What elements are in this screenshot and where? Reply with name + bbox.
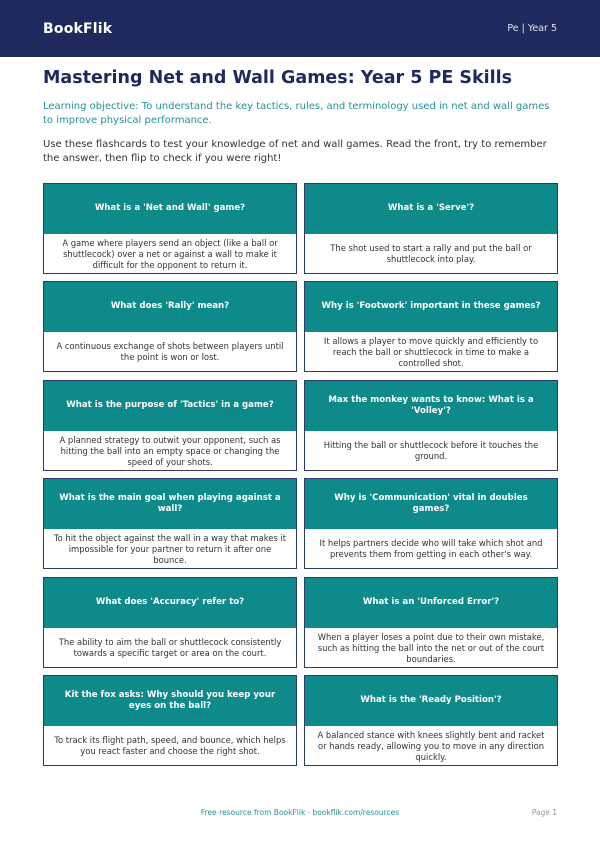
flashcard-answer: A planned strategy to outwit your opponent, such as hitting the ball into an empty space or changing the speed of your shots. xyxy=(59,434,281,467)
flashcard[interactable] xyxy=(304,183,558,274)
flashcard-question: What is a 'Serve'? xyxy=(305,184,557,234)
flashcard-question: Kit the fox asks: Why should you keep your eyes on the ball? xyxy=(44,676,296,726)
flashcard-answer: The shot used to start a rally and put the ball or shuttlecock into play. xyxy=(330,243,532,264)
flashcard-answer: A continuous exchange of shots between players until the point is won or lost. xyxy=(56,341,284,362)
flashcard[interactable] xyxy=(304,281,558,372)
breadcrumb: Pe | Year 5 xyxy=(507,23,557,34)
page-title: Mastering Net and Wall Games: Year 5 PE Skills xyxy=(43,68,513,88)
flashcard-question: What is the 'Ready Position'? xyxy=(305,676,557,726)
top-bar xyxy=(0,0,600,57)
flashcard-answer: To hit the object against the wall in a way that makes it impossible for your partner to return it after one bounce. xyxy=(53,532,287,565)
flashcard[interactable] xyxy=(43,380,297,471)
brand-logo[interactable]: BookFlik xyxy=(43,20,113,37)
flashcard-answer: Hitting the ball or shuttlecock before it touches the ground. xyxy=(323,440,539,461)
flashcard[interactable] xyxy=(43,281,297,372)
flashcard[interactable] xyxy=(43,675,297,766)
intro-text: Use these flashcards to test your knowledge of net and wall games. Read the front, try to remember the answer, then flip to check if you were right! xyxy=(43,139,547,164)
flashcard[interactable] xyxy=(43,577,297,668)
flashcard-question: What is a 'Net and Wall' game? xyxy=(44,184,296,234)
flashcard[interactable] xyxy=(304,478,558,569)
flashcard-question: Why is 'Communication' vital in doubles games? xyxy=(305,479,557,529)
flashcard-answer: A balanced stance with knees slightly bent and racket or hands ready, allowing you to move in any direction quickly. xyxy=(317,729,545,762)
flashcard-question: What is the main goal when playing against a wall? xyxy=(44,479,296,529)
flashcard-answer: A game where players send an object (like a ball or shuttlecock) over a net or against a wall to make it difficult for the opponent to return it. xyxy=(62,237,278,270)
flashcard[interactable] xyxy=(43,478,297,569)
footer-link[interactable]: Free resource from BookFlik · bookflik.com/resources xyxy=(200,808,400,817)
flashcard[interactable] xyxy=(304,380,558,471)
flashcard-question: What is the purpose of 'Tactics' in a game? xyxy=(44,381,296,431)
flashcard-question: Max the monkey wants to know: What is a 'Volley'? xyxy=(305,381,557,431)
flashcard-question: Why is 'Footwork' important in these games? xyxy=(305,282,557,332)
learning-objective: Learning objective: To understand the key tactics, rules, and terminology used in net and wall games to improve physical performance. xyxy=(43,101,550,126)
flashcard-answer: To track its flight path, speed, and bounce, which helps you react faster and choose the right shot. xyxy=(54,735,286,756)
flashcard-question: What is an 'Unforced Error'? xyxy=(305,578,557,628)
flashcard-question: What does 'Rally' mean? xyxy=(44,282,296,332)
flashcard-answer: The ability to aim the ball or shuttlecock consistently towards a specific target or area on the court. xyxy=(58,637,282,658)
flashcard-answer: When a player loses a point due to their own mistake, such as hitting the ball into the net or out of the court boundaries. xyxy=(317,631,545,664)
flashcard-answer: It helps partners decide who will take which shot and prevents them from getting in each other's way. xyxy=(319,538,543,559)
flashcard[interactable] xyxy=(43,183,297,274)
page-number: Page 1 xyxy=(531,808,557,817)
flashcard-question: What does 'Accuracy' refer to? xyxy=(44,578,296,628)
flashcard[interactable] xyxy=(304,675,558,766)
flashcard-answer: It allows a player to move quickly and efficiently to reach the ball or shuttlecock in time to make a controlled shot. xyxy=(323,335,539,368)
flashcard[interactable] xyxy=(304,577,558,668)
